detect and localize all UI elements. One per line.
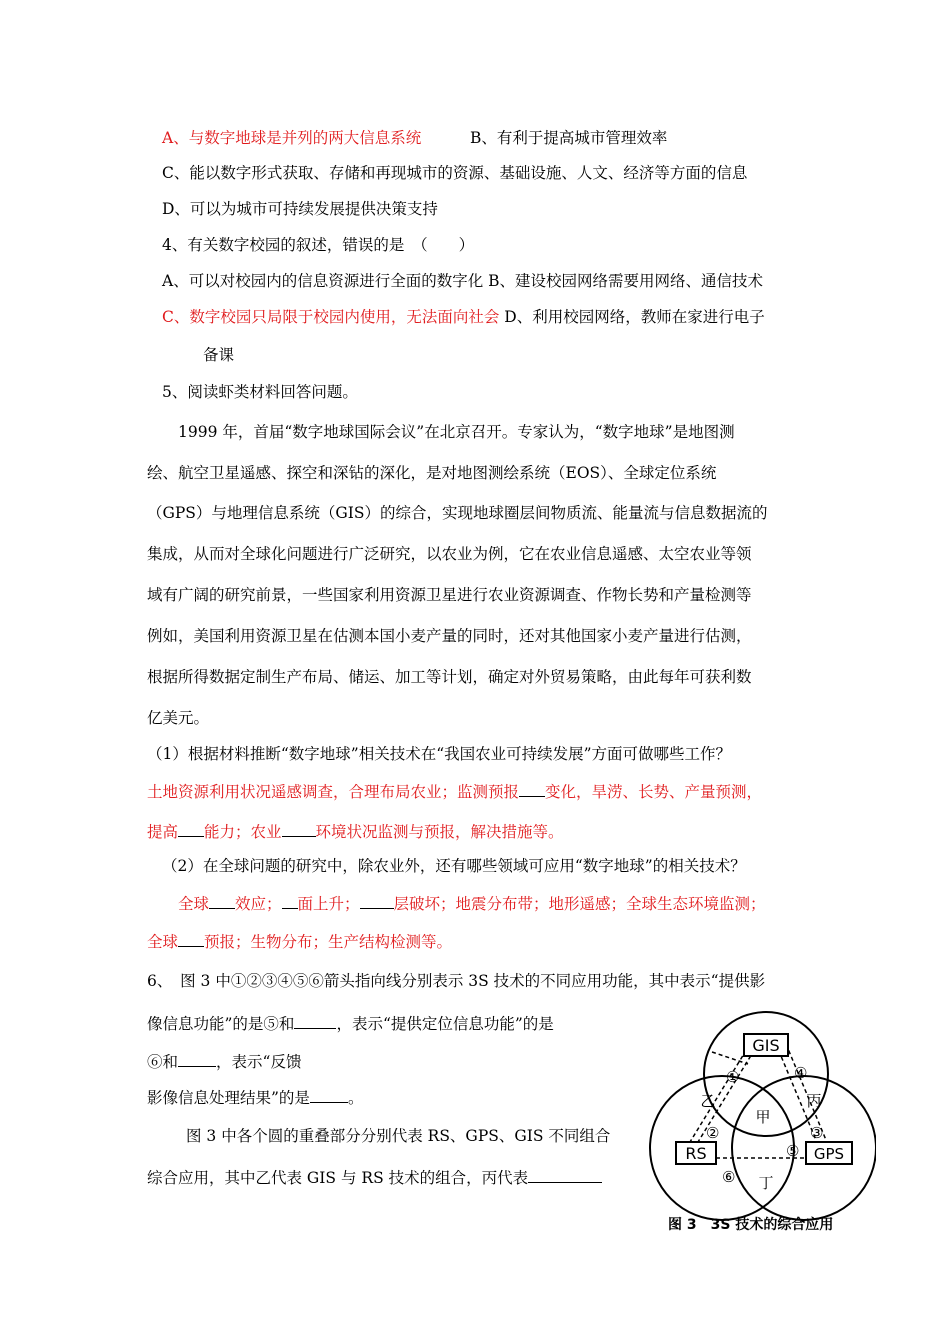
answer-text: 层破坏；地震分布带；地形遥感；全球生态环境监测； <box>393 895 766 913</box>
q6-text: 综合应用，其中乙代表 GIS 与 RS 技术的组合，丙代表 <box>147 1169 529 1187</box>
answer-text: 效应； <box>235 895 282 913</box>
3s-venn-diagram <box>646 1010 876 1242</box>
answer-text: 全球 <box>147 933 179 951</box>
q6-text: 。 <box>347 1089 364 1107</box>
answer-text: 全球 <box>178 895 210 913</box>
q5-sub-question-1: （1）根据材料推断“数字地球”相关技术在“我国农业可持续发展”方面可做哪些工作？ <box>147 745 732 763</box>
answer-text: 提高 <box>147 823 179 841</box>
fill-blank[interactable] <box>528 1168 602 1183</box>
q4-option-c: C、数字校园只局限于校园内使用，无法面向社会 <box>162 308 500 326</box>
fill-blank[interactable] <box>178 932 204 947</box>
q5-paragraph-line: 例如，美国利用资源卫星在估测本国小麦产量的同时，还对其他国家小麦产量进行估测， <box>147 627 752 645</box>
gps-circle <box>732 1076 876 1220</box>
arrow-line <box>690 1044 750 1142</box>
q5-answer-2-line-2 <box>147 932 452 952</box>
q5-paragraph-line: （GPS）与地理信息系统（GIS）的综合，实现地球圈层间物质流、能量流与信息数据流的 <box>147 504 768 522</box>
q5-sub-question-2: （2）在全球问题的研究中，除农业外，还有哪些领域可应用“数字地球”的相关技术？ <box>162 857 746 875</box>
region-yi: 乙 <box>700 1092 716 1110</box>
q5-paragraph-line: 绘、航空卫星遥感、探空和深钻的深化，是对地图测绘系统（EOS）、全球定位系统 <box>147 464 717 482</box>
q5-paragraph-line: 根据所得数据定制生产布局、储运、加工等计划，确定对外贸易策略，由此每年可获利数 <box>147 668 752 686</box>
q3-option-c: C、能以数字形式获取、存储和再现城市的资源、基础设施、人文、经济等方面的信息 <box>162 164 748 182</box>
q5-answer-1-line-1 <box>147 782 762 802</box>
figure-caption: 图 3 3S 技术的综合应用 <box>668 1217 834 1233</box>
arrow-number-1: ① <box>726 1068 740 1086</box>
q3-option-a: A、与数字地球是并列的两大信息系统 <box>162 129 422 147</box>
region-bing: 丙 <box>806 1092 822 1110</box>
arrow-number-5: ⑤ <box>786 1142 800 1160</box>
q6-line-3 <box>147 1052 301 1072</box>
q6-line-5: 图 3 中各个圆的重叠部分分别代表 RS、GPS、GIS 不同组合 <box>186 1127 611 1145</box>
q3-option-b: B、有利于提高城市管理效率 <box>470 129 668 147</box>
answer-text: 变化，旱涝、长势、产量预测， <box>545 783 763 801</box>
fill-blank[interactable] <box>360 894 394 909</box>
rs-circle <box>650 1076 794 1220</box>
q4-options-cd <box>162 307 765 327</box>
fill-blank[interactable] <box>519 782 545 797</box>
q6-line-6 <box>147 1168 602 1188</box>
fill-blank[interactable] <box>209 894 235 909</box>
answer-text: 能力；农业 <box>204 823 282 841</box>
fill-blank[interactable] <box>310 1088 348 1103</box>
q4-option-d-continued: 备课 <box>203 346 235 364</box>
arrow-number-4: ④ <box>794 1064 808 1082</box>
fill-blank[interactable] <box>294 1014 336 1029</box>
answer-text: 面上升； <box>297 895 360 913</box>
arrow-line <box>712 1052 748 1064</box>
q5-answer-2-line-1 <box>178 894 766 914</box>
q6-text: ，表示“反馈 <box>216 1053 302 1071</box>
rs-label: RS <box>685 1144 707 1163</box>
q4-stem: 4、有关数字校园的叙述，错误的是 （ ） <box>162 236 475 254</box>
fill-blank[interactable] <box>178 1052 216 1067</box>
gps-label: GPS <box>813 1145 845 1163</box>
answer-text: 环境状况监测与预报，解决措施等。 <box>315 823 564 841</box>
q5-paragraph-line: 1999 年，首届“数字地球国际会议”在北京召开。专家认为，“数字地球”是地图测 <box>178 423 735 441</box>
q6-text: 影像信息处理结果”的是 <box>147 1089 310 1107</box>
answer-text: 预报；生物分布；生产结构检测等。 <box>204 933 453 951</box>
q3-option-d: D、可以为城市可持续发展提供决策支持 <box>162 200 438 218</box>
q6-text: 像信息功能”的是⑤和 <box>147 1015 295 1033</box>
q6-text: ，表示“提供定位信息功能”的是 <box>336 1015 554 1033</box>
fill-blank[interactable] <box>282 822 316 837</box>
q6-text: ⑥和 <box>147 1053 179 1071</box>
q5-stem: 5、阅读虾类材料回答问题。 <box>162 383 358 401</box>
q5-paragraph-line: 集成，从而对全球化问题进行广泛研究，以农业为例，它在农业信息遥感、太空农业等领 <box>147 545 752 563</box>
arrow-number-3: ③ <box>810 1124 824 1142</box>
q4-option-d: D、利用校园网络，教师在家进行电子 <box>499 308 765 326</box>
fill-blank[interactable] <box>178 822 204 837</box>
answer-text: 土地资源利用状况遥感调查，合理布局农业；监测预报 <box>147 783 520 801</box>
gis-label: GIS <box>752 1036 780 1055</box>
region-ding: 丁 <box>758 1174 774 1192</box>
q5-paragraph-line: 亿美元。 <box>147 709 210 727</box>
q6-line-2 <box>147 1014 554 1034</box>
q4-options-ab: A、可以对校园内的信息资源进行全面的数字化 B、建设校园网络需要用网络、通信技术 <box>162 272 764 290</box>
q5-paragraph-line: 域有广阔的研究前景，一些国家利用资源卫星进行农业资源调查、作物长势和产量检测等 <box>147 586 752 604</box>
region-jia: 甲 <box>755 1108 771 1126</box>
q5-answer-1-line-2 <box>147 822 564 842</box>
arrow-number-6: ⑥ <box>722 1168 736 1186</box>
arrow-number-2: ② <box>706 1124 720 1142</box>
fill-blank[interactable] <box>282 894 298 909</box>
q6-line-4 <box>147 1088 363 1108</box>
q6-line-1: 6、 图 3 中①②③④⑤⑥箭头指向线分别表示 3S 技术的不同应用功能，其中表示“提供影 <box>147 972 766 990</box>
